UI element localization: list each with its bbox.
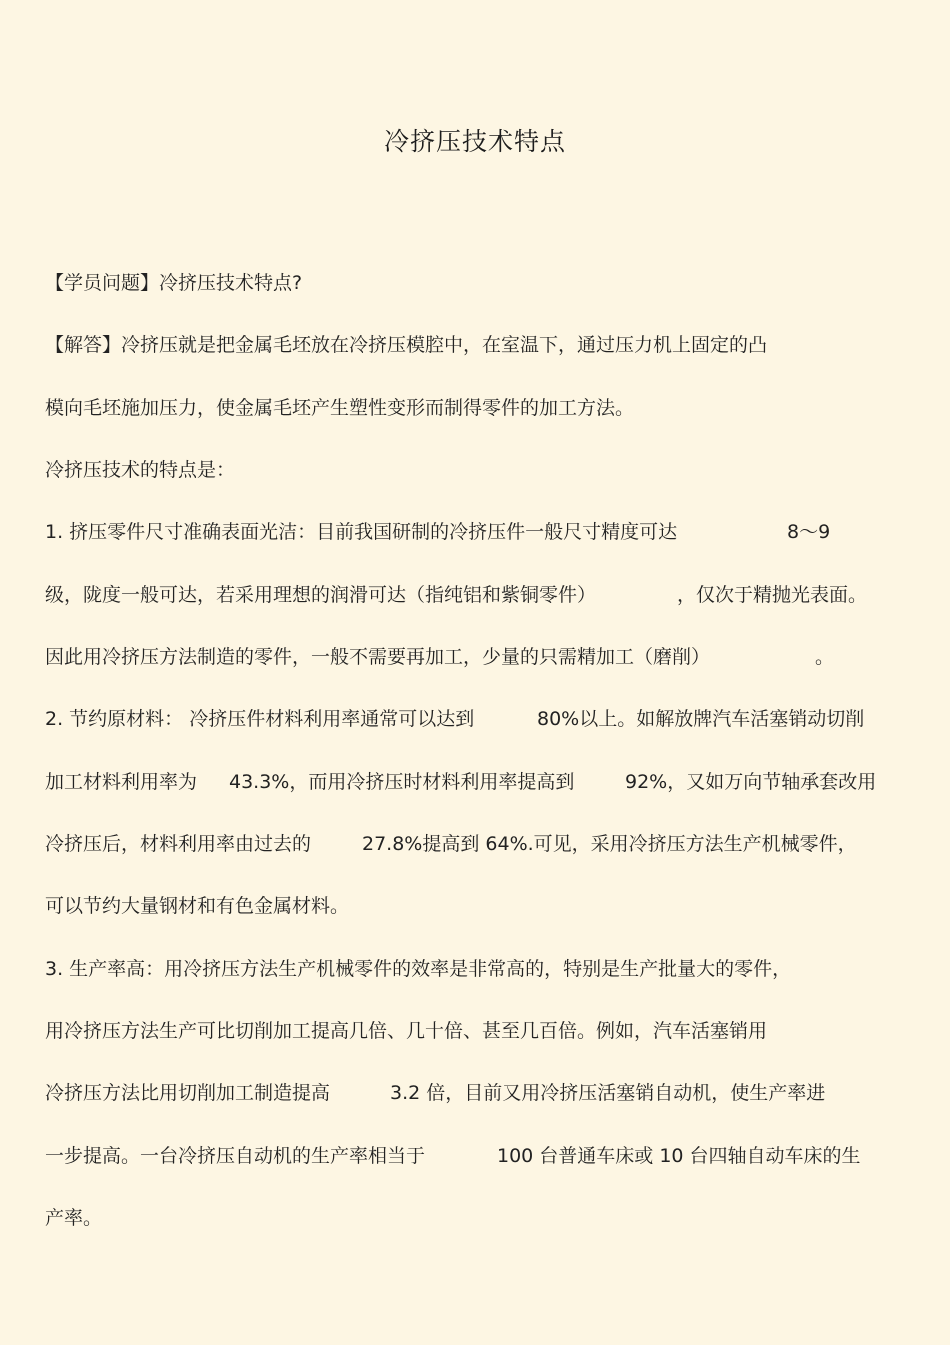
text-line: [45, 699, 910, 739]
text-segment: 冷挤压技术的特点是：: [45, 459, 236, 481]
text-segment: 43.3%，而用冷挤压时材料利用率提高到: [229, 771, 575, 793]
text-line: [45, 824, 910, 864]
text-segment: 加工材料利用率为: [45, 771, 198, 793]
text-segment: 【学员问题】冷挤压技术特点?: [45, 272, 303, 294]
text-line: [45, 512, 910, 552]
text-segment: 【解答】冷挤压就是把金属毛坯放在冷挤压模腔中，在室温下，通过压力机上固定的凸: [45, 334, 768, 356]
text-segment: 冷挤压后，材料利用率由过去的: [45, 833, 312, 855]
text-segment: 3.2 倍，目前又用冷挤压活塞销自动机，使生产率进: [390, 1082, 826, 1104]
text-line: [45, 886, 910, 926]
text-segment: 一步提高。一台冷挤压自动机的生产率相当于: [45, 1145, 426, 1167]
text-line: [45, 450, 910, 490]
text-segment: 2. 节约原材料： 冷挤压件材料利用率通常可以达到: [45, 708, 475, 730]
text-line: [45, 575, 910, 615]
text-line: [45, 263, 910, 303]
text-segment: 3. 生产率高：用冷挤压方法生产机械零件的效率是非常高的，特别是生产批量大的零件，: [45, 958, 792, 980]
text-segment: 冷挤压方法比用切削加工制造提高: [45, 1082, 331, 1104]
text-segment: 级，陇度一般可达，若采用理想的润滑可达（指纯铝和紫铜零件）: [45, 584, 597, 606]
text-segment: 92%，又如万向节轴承套改用: [625, 771, 877, 793]
text-line: [45, 325, 910, 365]
text-segment: 模向毛坯施加压力，使金属毛坯产生塑性变形而制得零件的加工方法。: [45, 397, 635, 419]
text-segment: 因此用冷挤压方法制造的零件，一般不需要再加工，少量的只需精加工（磨削）: [45, 646, 711, 668]
text-segment: 8～9: [787, 521, 831, 543]
text-segment: 80%以上。如解放牌汽车活塞销动切削: [537, 708, 865, 730]
document-title: 冷挤压技术特点: [383, 127, 566, 156]
text-line: [45, 388, 910, 428]
text-segment: 27.8%提高到 64%.可见，采用冷挤压方法生产机械零件，: [362, 833, 857, 855]
text-line: [45, 1011, 910, 1051]
text-line: [45, 762, 910, 802]
text-segment: 。: [815, 646, 835, 668]
text-line: [45, 637, 910, 677]
text-segment: ，仅次于精抛光表面。: [677, 584, 868, 606]
text-segment: 用冷挤压方法生产可比切削加工提高几倍、几十倍、甚至几百倍。例如，汽车活塞销用: [45, 1020, 768, 1042]
text-segment: 1. 挤压零件尺寸准确表面光洁：目前我国研制的冷挤压件一般尺寸精度可达: [45, 521, 678, 543]
text-line: [45, 949, 910, 989]
text-segment: 产率。: [45, 1207, 103, 1229]
text-line: [45, 1136, 910, 1176]
text-segment: 可以节约大量钢材和有色金属材料。: [45, 895, 350, 917]
text-line: [45, 1073, 910, 1113]
text-segment: 100 台普通车床或 10 台四轴自动车床的生: [497, 1145, 861, 1167]
text-line: [45, 1198, 910, 1238]
